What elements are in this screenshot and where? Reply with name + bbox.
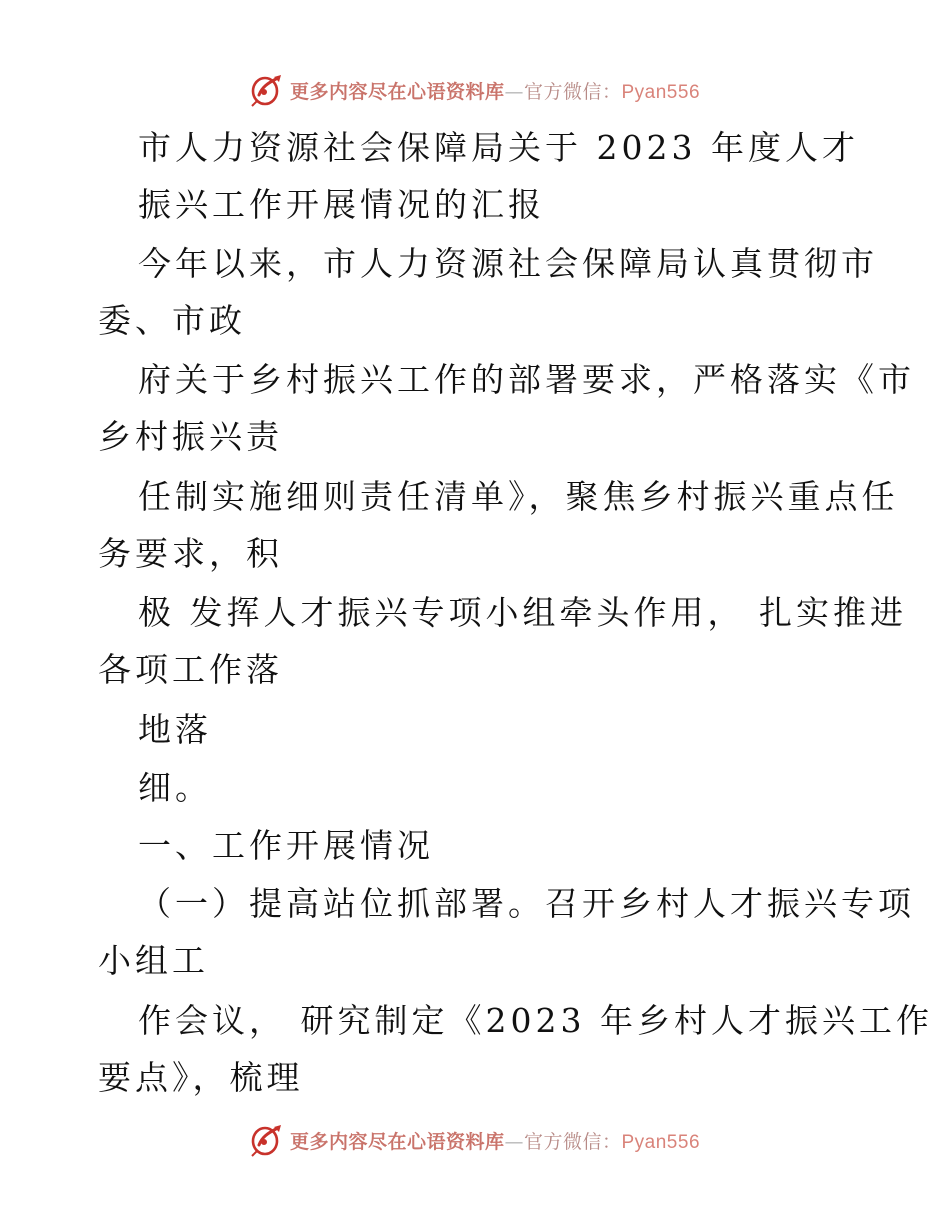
- paragraph-line: 作会议， 研究制定《2023 年乡村人才振兴工作: [138, 1001, 933, 1040]
- document-title-line-1: 市人力资源社会保障局关于 2023 年度人才: [138, 128, 859, 167]
- paragraph-line: 要点》，梳理: [98, 1058, 304, 1097]
- paragraph-line: 今年以来，市人力资源社会保障局认真贯彻市: [138, 244, 878, 283]
- paragraph-line: 府关于乡村振兴工作的部署要求，严格落实《市: [138, 360, 915, 399]
- paragraph-line: 任制实施细则责任清单》，聚焦乡村振兴重点任: [138, 477, 899, 516]
- mouse-pen-logo-icon: [250, 73, 284, 107]
- banner-text: [290, 77, 700, 104]
- banner-text: [290, 1127, 700, 1154]
- banner-content: [250, 73, 700, 107]
- banner-wechat-id: Pyan556: [621, 81, 701, 103]
- banner-wechat-label: 官方微信：: [523, 80, 622, 103]
- subsection-heading-line: （一）提高站位抓部署。召开乡村人才振兴专项: [138, 884, 915, 923]
- footer-banner: [0, 1120, 950, 1160]
- paragraph-line: 小组工: [98, 941, 209, 980]
- header-banner: [0, 70, 950, 110]
- banner-content: [250, 1123, 700, 1157]
- paragraph-line: 细。: [138, 768, 212, 807]
- banner-wechat-label: 官方微信：: [523, 1130, 622, 1153]
- section-heading: 一、工作开展情况: [138, 826, 434, 865]
- document-title-line-2: 振兴工作开展情况的汇报: [138, 185, 545, 224]
- banner-dash: —: [504, 80, 524, 103]
- banner-wechat-id: Pyan556: [621, 1131, 701, 1153]
- banner-dash: —: [504, 1130, 524, 1153]
- paragraph-line: 务要求，积: [98, 534, 283, 573]
- paragraph-line: 地落: [138, 710, 212, 749]
- paragraph-line: 乡村振兴责: [98, 417, 283, 456]
- banner-site-text: 更多内容尽在心语资料库: [289, 1130, 505, 1153]
- paragraph-line: 极 发挥人才振兴专项小组牵头作用， 扎实推进: [138, 593, 907, 632]
- banner-site-text: 更多内容尽在心语资料库: [289, 80, 505, 103]
- paragraph-line: 各项工作落: [98, 650, 283, 689]
- paragraph-line: 委、市政: [98, 301, 246, 340]
- mouse-pen-logo-icon: [250, 1123, 284, 1157]
